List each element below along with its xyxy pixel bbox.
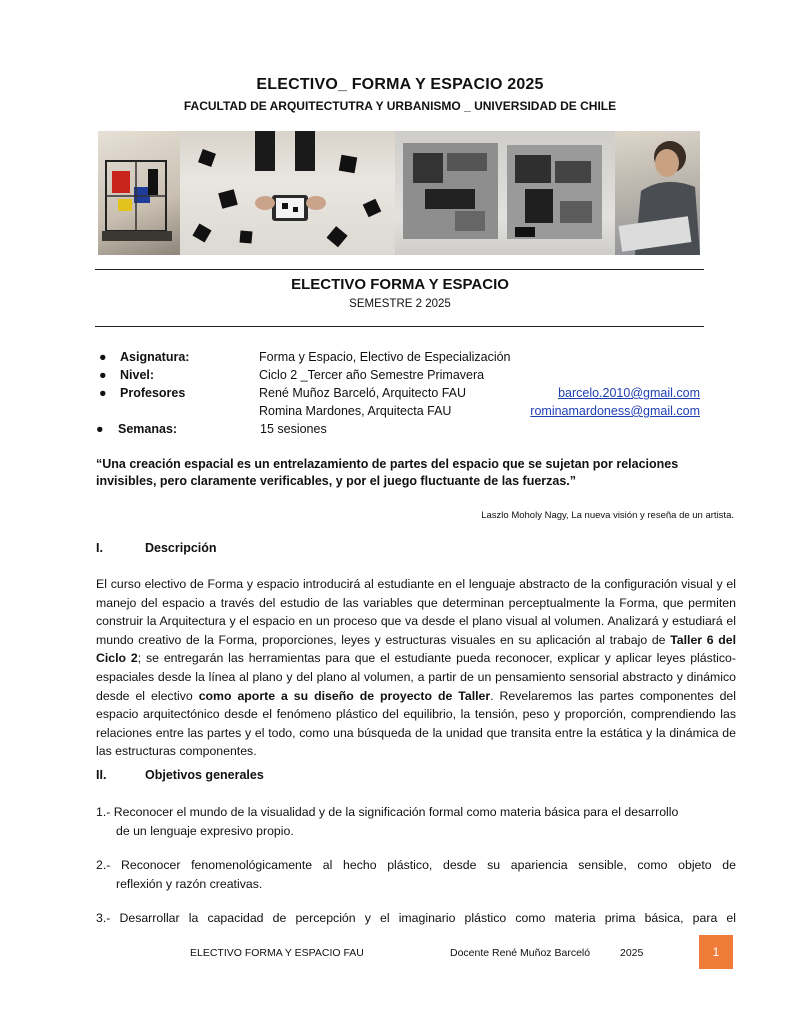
document-title: ELECTIVO_ FORMA Y ESPACIO 2025: [256, 76, 544, 93]
footer-year: 2025: [620, 947, 644, 959]
email-link-1[interactable]: barcelo.2010@gmail.com: [558, 386, 700, 400]
objetivo-item-3: [96, 909, 736, 928]
descripcion-bold-1: Taller 6 del Ciclo 2: [96, 632, 737, 666]
photo-model: [98, 131, 180, 255]
profesor-2: Romina Mardones, Arquitecta FAU: [259, 404, 452, 418]
nivel-label: Nivel:: [120, 368, 155, 382]
descripcion-text-1: El curso electivo de Forma y espacio introducirá al estudiante en el lenguaje abstracto de la configuración visual y el manejo del espacio a través del estudio de las variables que determinan perceptualmente la Forma, que permiten construir la Arquitectura y el espacio en un proceso que va desde el plano visual al volumen. Analizará y estudiará el mundo creativo de la Forma, proporciones, leyes y estructuras visuales en su aplicación al trabajo de: [96, 577, 736, 647]
objetivo-item-2: [96, 856, 736, 893]
bullet-icon: ●: [99, 368, 107, 382]
profesores-label: Profesores: [120, 386, 186, 400]
email-link-2[interactable]: rominamardoness@gmail.com: [530, 404, 700, 418]
section-subtitle: SEMESTRE 2 2025: [349, 298, 451, 310]
semanas-value: 15 sesiones: [260, 422, 327, 436]
objetivo-2-line1: 2.- Reconocer fenomenológicamente al hecho plástico, desde su apariencia sensible, como objeto de: [96, 858, 736, 872]
bullet-icon: ●: [96, 422, 104, 436]
page-number: 1: [699, 935, 733, 969]
photo-collage-panels: [395, 131, 615, 255]
descripcion-text-2: ; se entregarán las herramientas para que el estudiante pueda reconocer, explicar y aplicar leyes plástico-espaciales desde la línea al plano y del plano al volumen, a partir de un pensamiento sensorial abstracto y dinámico desde el electivo: [96, 651, 736, 703]
descripcion-text-3: . Revelaremos las partes componentes del espacio arquitectónico desde el fenómeno plástico del equilibrio, la tensión, peso y proporción, comprendiendo las relaciones entre las partes y el todo, como una búsqueda de la unidad que transita entre la estática y la dinámica de las estructuras componentes.: [96, 688, 736, 759]
descripcion-heading: Descripción: [145, 541, 217, 555]
bullet-icon: ●: [99, 386, 107, 400]
profesor-1: René Muñoz Barceló, Arquitecto FAU: [259, 386, 467, 400]
objetivo-3-line1: 3.- Desarrollar la capacidad de percepción y el imaginario plástico como materia prima básica, para el: [96, 911, 736, 925]
objetivos-heading: Objetivos generales: [145, 768, 264, 782]
quote-text: “Una creación espacial es un entrelazamiento de partes del espacio que se sujetan por relaciones invisibles, pero claramente verificables, y por el juego fluctuante de las fuerzas.”: [96, 457, 679, 488]
nivel-value: Ciclo 2 _Tercer año Semestre Primavera: [259, 368, 485, 382]
asignatura-value: Forma y Espacio, Electivo de Especialización: [259, 350, 511, 364]
document-subtitle: FACULTAD DE ARQUITECTUTRA Y URBANISMO _ UNIVERSIDAD DE CHILE: [183, 99, 617, 113]
descripcion-paragraph: [96, 575, 736, 761]
asignatura-label: Asignatura:: [120, 350, 190, 364]
photo-floor-squares: [180, 131, 395, 255]
descripcion-bold-2: como aporte a su diseño de proyecto de Taller: [198, 688, 491, 703]
section-title: ELECTIVO FORMA Y ESPACIO: [291, 276, 509, 293]
objetivo-2-line2: reflexión y razón creativas.: [116, 876, 263, 891]
divider-bottom: [95, 326, 704, 327]
photo-student: [615, 131, 700, 255]
quote-citation: Laszlo Moholy Nagy, La nueva visión y reseña de un artista.: [481, 510, 734, 521]
section-number-1: I.: [96, 541, 103, 555]
footer-teacher: Docente René Muñoz Barceló: [450, 947, 591, 959]
header-photo-strip: [98, 131, 700, 255]
objetivo-1-line1: 1.- Reconocer el mundo de la visualidad y de la significación formal como materia básica para el desarrollo: [96, 805, 679, 819]
objetivo-item-1: [96, 803, 736, 840]
semanas-label: Semanas:: [118, 422, 178, 436]
section-number-2: II.: [96, 768, 107, 782]
objetivo-1-line2: de un lenguaje expresivo propio.: [116, 823, 294, 838]
divider-top: [95, 269, 704, 270]
bullet-icon: ●: [99, 350, 107, 364]
footer-left: ELECTIVO FORMA Y ESPACIO FAU: [190, 947, 364, 959]
